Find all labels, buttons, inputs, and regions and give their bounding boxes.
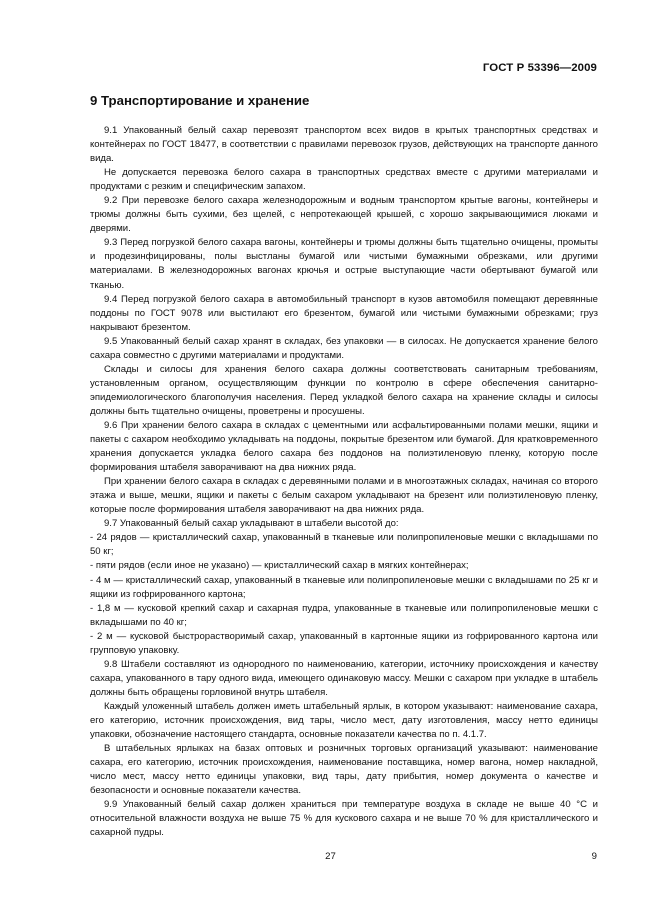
list-item: - 2 м — кусковой быстрорастворимый сахар, упакованный в картонные ящики из гофрированного картона или групповую упаковку.: [90, 630, 598, 656]
paragraph-9-6: 9.6 При хранении белого сахара в складах с цементными или асфальтированными полами мешки, ящики и пакеты с сахаром необходимо укладывать на поддоны, покрытые брезентом или бумагой. Для кратковременного хранения допускается укладка белого сахара без поддонов на полиэтиленовую пленку, которую после формирования штабеля заворачивают на два нижних ряда.: [90, 419, 598, 474]
paragraph-transport-restriction: Не допускается перевозка белого сахара в транспортных средствах вместе с другими материалами и продуктами с резким и специфическим запахом.: [90, 167, 598, 193]
paragraph-9-9: 9.9 Упакованный белый сахар должен храниться при температуре воздуха в складе не выше 40 °С и относительной влажности воздуха не выше 75 % для кускового сахара и не выше 70 % для кристаллического и сахарной пудры.: [90, 799, 598, 839]
paragraph-9-5: 9.5 Упакованный белый сахар хранят в складах, без упаковки — в силосах. Не допускается хранение белого сахара совместно с другими материалами и продуктами.: [90, 335, 598, 361]
paragraph-wholesale-labels: В штабельных ярлыках на базах оптовых и розничных торговых организаций указывают: наименование сахара, его категорию, источник происхождения, наименование поставщика, номер вагона, номер накладной, число мест, массу нетто единицы упаковки, вид тары, дату прибытия, номер документа о качестве и безопасности и основные показатели качества.: [90, 743, 598, 797]
paragraph-wooden-floors: При хранении белого сахара в складах с деревянными полами и в многоэтажных складах, начиная со второго этажа и выше, мешки, ящики и пакеты с белым сахаром укладывают на брезент или полиэтиленовую пленку, которые после формирования штабеля заворачивают на два нижних ряда.: [90, 476, 598, 516]
list-item: - 4 м — кристаллический сахар, упакованный в тканевые или полипропиленовые мешки с вкладышами по 25 кг и ящики из гофрированного картона;: [90, 574, 598, 600]
list-item: - пяти рядов (если иное не указано) — кристаллический сахар в мягких контейнерах;: [90, 560, 469, 572]
paragraph-storage-requirements: Склады и силосы для хранения белого сахара должны соответствовать санитарным требованиям, установленным органом, осуществляющим функции по контролю в сфере обеспечения санитарно-эпидемиологического благополучия населения. Перед укладкой белого сахара на хранение склады и силосы должны быть тщательно очищены, проветрены и просушены.: [90, 363, 598, 417]
standard-header: ГОСТ Р 53396—2009: [482, 62, 597, 74]
paragraph-9-4: 9.4 Перед погрузкой белого сахара в автомобильный транспорт в кузов автомобиля помещают деревянные поддоны по ГОСТ 9078 или выстилают его брезентом, бумагой или чистыми бумажными обрезками; груз накрывают брезентом.: [90, 293, 598, 333]
list-item: - 24 рядов — кристаллический сахар, упакованный в тканевые или полипропиленовые мешки с вкладышами по 50 кг;: [90, 532, 598, 558]
paragraph-9-7: 9.7 Упакованный белый сахар укладывают в штабели высотой до:: [104, 518, 399, 530]
document-body: [90, 124, 598, 840]
paragraph-9-2: 9.2 При перевозке белого сахара железнодорожным и водным транспортом крытые вагоны, контейнеры и трюмы должны быть сухими, без щелей, с непротекающей крышей, с хорошо закрывающимися люками и дверями.: [90, 195, 598, 235]
page-number-right: 9: [591, 851, 597, 862]
paragraph-9-8: 9.8 Штабели составляют из однородного по наименованию, категории, источнику происхождения и качеству сахара, упакованного в тару одного вида, имеющего одинаковую массу. Мешки с сахаром при укладке в штабель должны быть обращены горловиной внутрь штабеля.: [90, 658, 598, 698]
page-number-center: 27: [325, 851, 336, 862]
paragraph-stack-label: Каждый уложенный штабель должен иметь штабельный ярлык, в котором указывают: наименование сахара, его категорию, источник происхождения, вид тары, число мест, дату изготовления, массу нетто единицы упаковки, обозначение настоящего стандарта, основные показатели качества по п. 4.1.7.: [90, 700, 598, 741]
list-item: - 1,8 м — кусковой крепкий сахар и сахарная пудра, упакованные в тканевые или полипропиленовые мешки с вкладышами по 40 кг;: [90, 602, 598, 628]
paragraph-9-3: 9.3 Перед погрузкой белого сахара вагоны, контейнеры и трюмы должны быть тщательно очищены, промыты и продезинфицированы, полы выстланы бумагой или чистыми бумажными обрезками, или другими материалами. В железнодорожных вагонах крючья и острые выступающие части обертывают бумагой или тканью.: [90, 237, 598, 291]
paragraph-9-1: 9.1 Упакованный белый сахар перевозят транспортом всех видов в крытых транспортных средствах и контейнерах по ГОСТ 18477, в соответствии с правилами перевозок грузов, действующих на транспорте данного вида.: [90, 125, 598, 165]
section-title: 9 Транспортирование и хранение: [90, 93, 310, 108]
